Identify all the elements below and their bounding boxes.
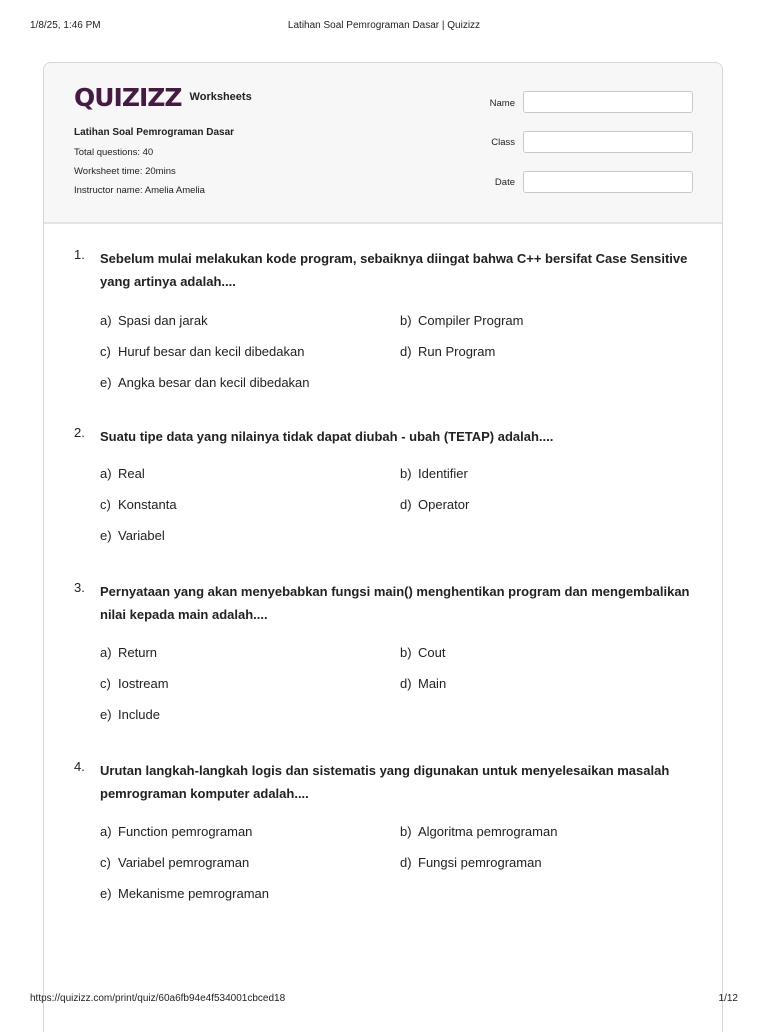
option-text: Return (118, 645, 158, 660)
instructor-name: Instructor name: Amelia Amelia (74, 185, 205, 196)
option-letter: a) (100, 824, 112, 839)
option-d (400, 344, 495, 359)
option-c (100, 855, 249, 870)
option-text: Compiler Program (418, 313, 524, 328)
option-text: Huruf besar dan kecil dibedakan (118, 344, 305, 359)
brand-row (74, 85, 252, 111)
worksheets-label: Worksheets (189, 91, 252, 103)
option-b (400, 824, 557, 839)
option-letter: c) (100, 497, 111, 512)
option-letter: a) (100, 645, 112, 660)
question-number: 1. (74, 247, 85, 262)
option-text: Angka besar dan kecil dibedakan (118, 375, 310, 390)
option-letter: c) (100, 855, 111, 870)
option-text: Identifier (418, 466, 468, 481)
option-text: Konstanta (118, 497, 177, 512)
option-letter: b) (400, 645, 412, 660)
option-letter: b) (400, 313, 412, 328)
option-letter: e) (100, 528, 112, 543)
question-2 (74, 425, 694, 555)
option-letter: a) (100, 313, 112, 328)
print-timestamp: 1/8/25, 1:46 PM (30, 20, 101, 31)
option-letter: c) (100, 344, 111, 359)
question-text: Suatu tipe data yang nilainya tidak dapat diubah - ubah (TETAP) adalah.... (100, 429, 554, 444)
question-number: 2. (74, 425, 85, 440)
option-a (100, 645, 157, 660)
option-e (100, 707, 160, 722)
option-letter: c) (100, 676, 111, 691)
option-e (100, 886, 269, 901)
option-text: Variabel (118, 528, 165, 543)
option-text: Mekanisme pemrograman (118, 886, 270, 901)
option-letter: e) (100, 886, 112, 901)
worksheet-title: Latihan Soal Pemrograman Dasar (74, 127, 235, 138)
question-number: 4. (74, 759, 85, 774)
quizizz-logo: QUIZIZZ (74, 83, 182, 112)
option-e (100, 528, 165, 543)
option-b (400, 645, 445, 660)
option-text: Iostream (118, 676, 169, 691)
option-text: Run Program (418, 344, 496, 359)
option-letter: a) (100, 466, 112, 481)
option-d (400, 855, 542, 870)
option-letter: e) (100, 707, 112, 722)
option-letter: b) (400, 466, 412, 481)
option-text: Cout (418, 645, 446, 660)
option-text: Include (118, 707, 160, 722)
option-a (100, 824, 252, 839)
worksheet-card (43, 62, 723, 1032)
option-text: Algoritma pemrograman (418, 824, 558, 839)
class-label: Class (491, 137, 515, 148)
option-a (100, 313, 208, 328)
option-letter: d) (400, 344, 412, 359)
option-letter: d) (400, 676, 412, 691)
option-text: Function pemrograman (118, 824, 253, 839)
question-3 (74, 580, 694, 730)
question-text: Urutan langkah-langkah logis dan sistematis yang digunakan untuk menyelesaikan masalah pemrograman komputer adalah.... (100, 763, 670, 801)
option-letter: b) (400, 824, 412, 839)
option-d (400, 497, 469, 512)
option-c (100, 676, 169, 691)
date-field[interactable] (523, 171, 693, 193)
option-letter: d) (400, 497, 412, 512)
print-url: https://quizizz.com/print/quiz/60a6fb94e4f534001cbced18 (30, 993, 286, 1004)
option-letter: e) (100, 375, 112, 390)
class-field[interactable] (523, 131, 693, 153)
option-c (100, 497, 177, 512)
option-d (400, 676, 446, 691)
total-questions: Total questions: 40 (74, 147, 154, 158)
print-header (0, 20, 768, 34)
name-label: Name (489, 98, 515, 109)
option-b (400, 466, 468, 481)
option-e (100, 375, 310, 390)
worksheet-time: Worksheet time: 20mins (74, 166, 176, 177)
option-b (400, 313, 523, 328)
question-text: Sebelum mulai melakukan kode program, sebaiknya diingat bahwa C++ bersifat Case Sensitive yang artinya adalah.... (100, 251, 688, 289)
question-4 (74, 759, 694, 909)
option-text: Spasi dan jarak (118, 313, 208, 328)
worksheet-info-header (44, 63, 722, 224)
option-a (100, 466, 145, 481)
page-number: 1/12 (718, 993, 738, 1004)
question-text: Pernyataan yang akan menyebabkan fungsi main() menghentikan program dan mengembalikan nilai kepada main adalah.... (100, 584, 690, 622)
option-c (100, 344, 304, 359)
date-label: Date (494, 177, 515, 188)
option-letter: d) (400, 855, 412, 870)
option-text: Variabel pemrograman (118, 855, 250, 870)
option-text: Operator (418, 497, 470, 512)
name-field[interactable] (523, 91, 693, 113)
question-number: 3. (74, 580, 85, 595)
option-text: Real (118, 466, 145, 481)
question-1 (74, 247, 694, 397)
print-page-title: Latihan Soal Pemrograman Dasar | Quizizz (287, 20, 481, 31)
option-text: Main (418, 676, 447, 691)
option-text: Fungsi pemrograman (418, 855, 542, 870)
